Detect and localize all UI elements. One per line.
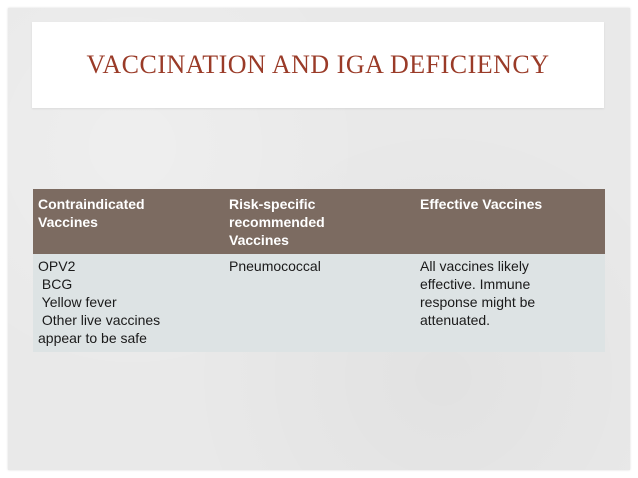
table-header-row xyxy=(33,189,605,254)
cell-line: response might be xyxy=(420,294,536,310)
cell-line: OPV2 xyxy=(38,258,76,274)
cell-line: effective. Immune xyxy=(420,276,531,292)
title-box xyxy=(32,22,604,108)
header-line: Vaccines xyxy=(38,214,98,230)
header-line: Contraindicated xyxy=(38,196,145,212)
cell-contraindicated xyxy=(33,254,224,352)
cell-line: appear to be safe xyxy=(38,330,147,346)
table-row xyxy=(33,254,605,352)
header-line: Effective Vaccines xyxy=(420,196,543,212)
header-risk-specific-vaccines xyxy=(224,189,415,254)
cell-line: Yellow fever xyxy=(38,294,117,310)
header-line: Risk-specific xyxy=(229,196,316,212)
cell-line: BCG xyxy=(38,276,73,292)
cell-line: All vaccines likely xyxy=(420,258,529,274)
cell-line: Pneumococcal xyxy=(229,258,321,274)
vaccination-table xyxy=(33,189,605,352)
header-effective-vaccines xyxy=(415,189,605,254)
header-line: recommended xyxy=(229,214,325,230)
header-contraindicated-vaccines xyxy=(33,189,224,254)
slide xyxy=(8,8,630,470)
cell-line: attenuated. xyxy=(420,312,491,328)
cell-line: Other live vaccines xyxy=(38,312,161,328)
slide-title: VACCINATION AND IGA DEFICIENCY xyxy=(86,50,550,79)
cell-risk-specific xyxy=(224,254,415,352)
header-line: Vaccines xyxy=(229,232,289,248)
cell-effective xyxy=(415,254,605,352)
